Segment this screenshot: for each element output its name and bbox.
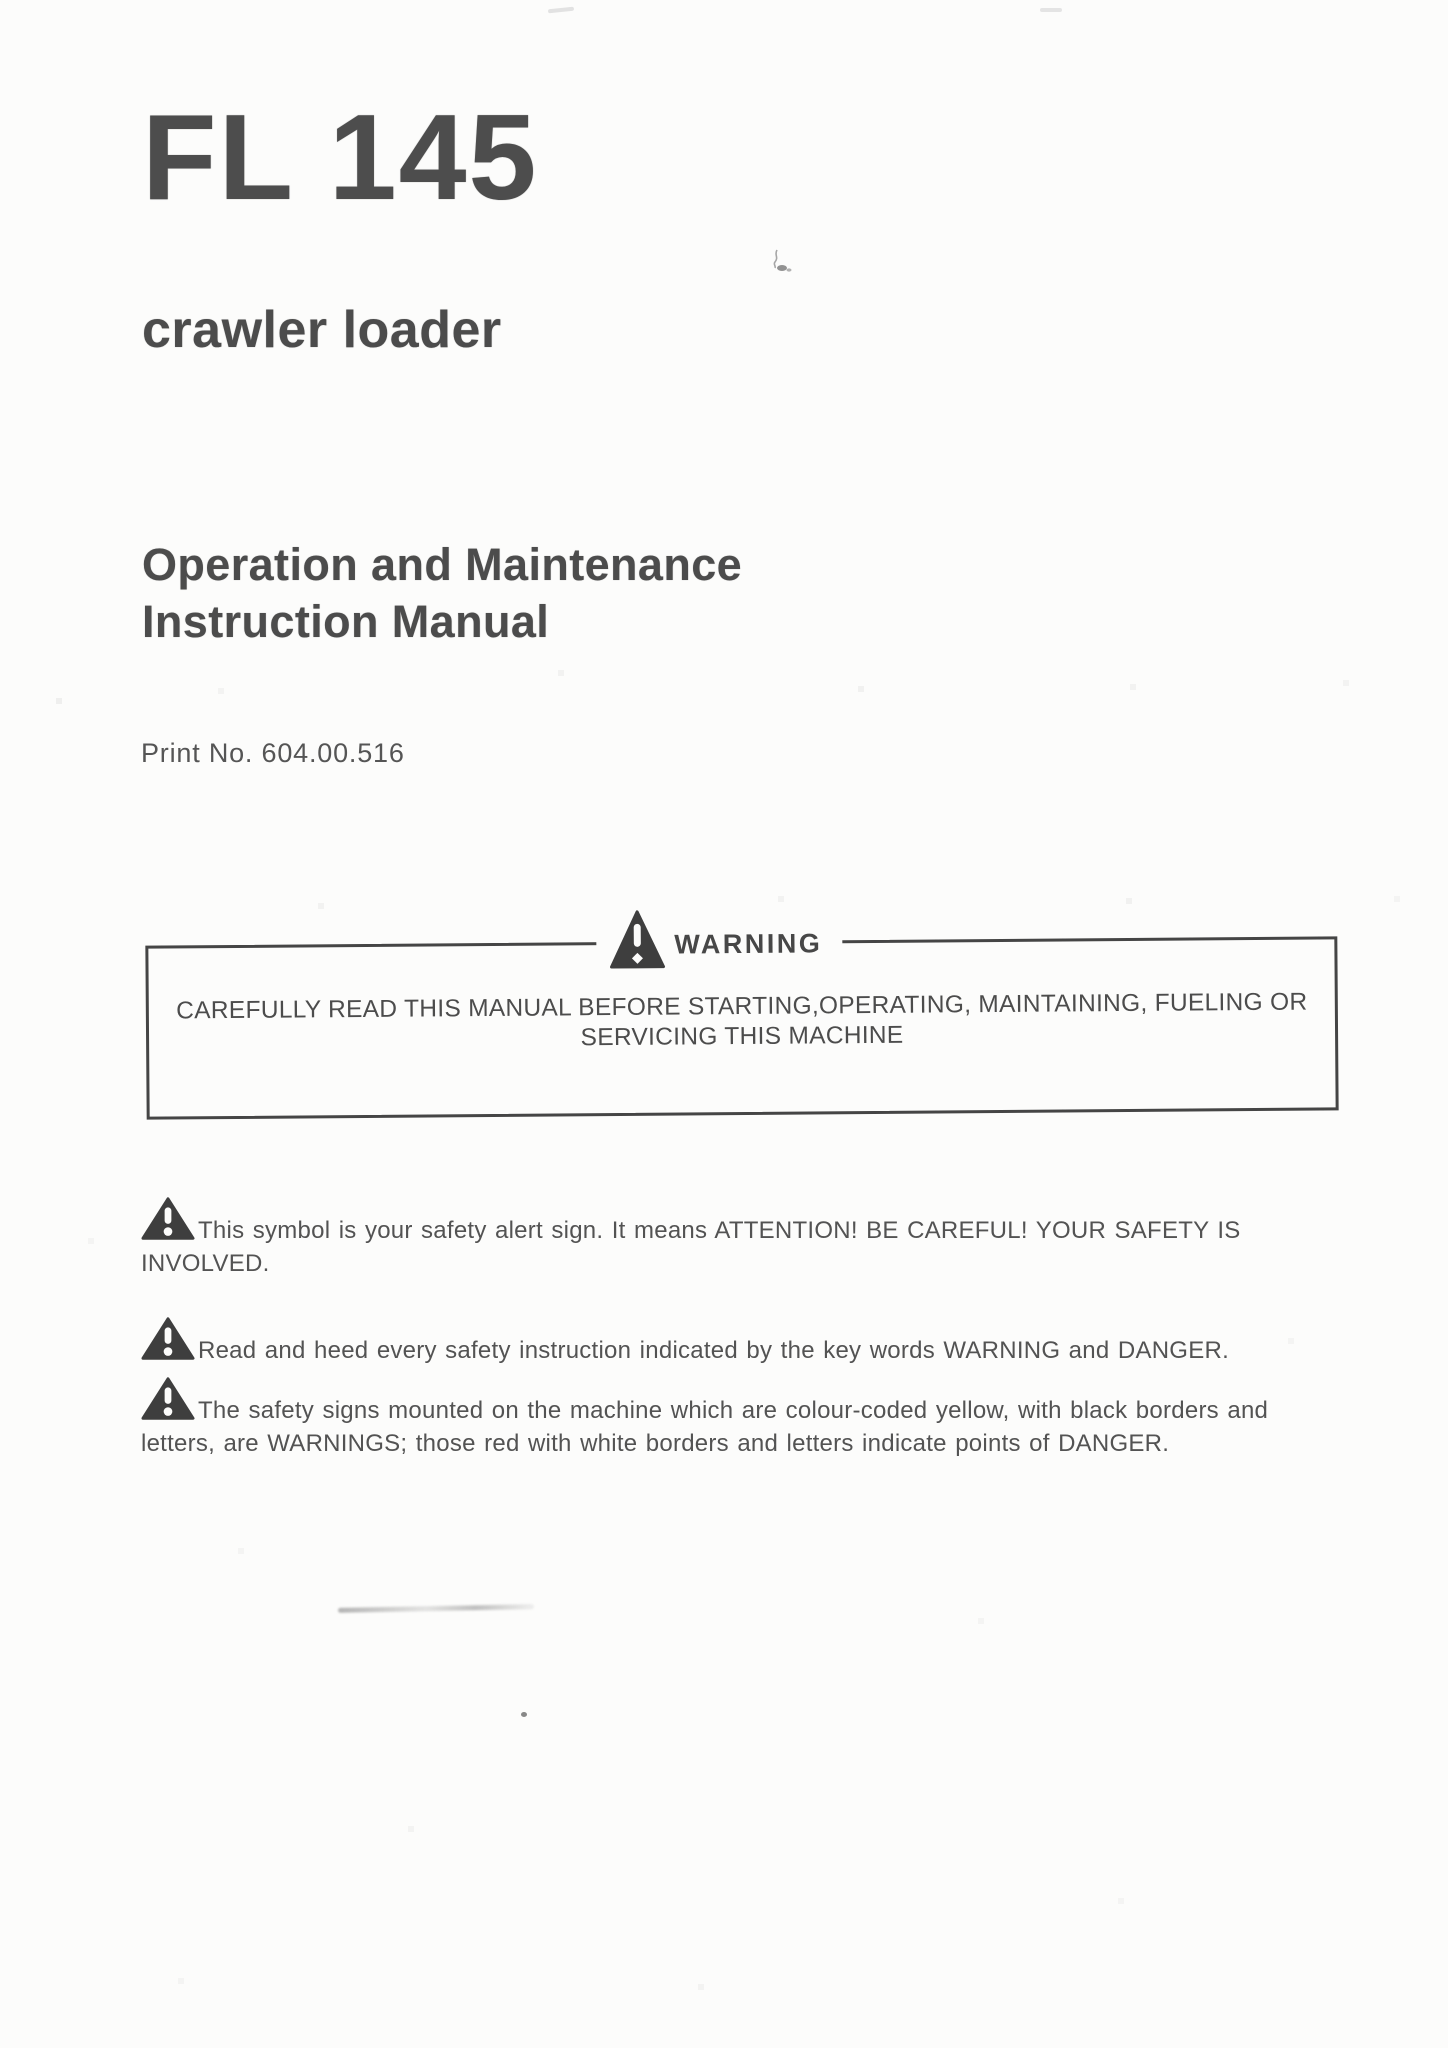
warning-label: WARNING xyxy=(674,927,823,960)
scan-smudge-artifact xyxy=(1040,8,1062,12)
scan-dot-artifact xyxy=(521,1712,527,1717)
safety-note xyxy=(141,1376,1345,1460)
safety-note-text: Read and heed every safety instruction indicated by the key words WARNING and DANGER. xyxy=(198,1337,1229,1364)
safety-note xyxy=(141,1316,1345,1367)
warning-triangle-icon xyxy=(141,1376,195,1422)
warning-triangle-icon xyxy=(608,909,666,971)
print-number: Print No. 604.00.516 xyxy=(141,738,405,768)
warning-message xyxy=(149,987,1335,1056)
warning-message-line-1: CAREFULLY READ THIS MANUAL BEFORE STARTING,OPERATING, MAINTAINING, FUELING OR xyxy=(176,988,1308,1025)
warning-legend xyxy=(596,906,843,982)
ink-smudge-artifact xyxy=(766,248,796,280)
safety-note xyxy=(141,1196,1345,1280)
warning-triangle-icon xyxy=(141,1196,195,1242)
scan-smudge-artifact xyxy=(548,7,574,14)
scan-noise-speckles xyxy=(0,0,2,2)
manual-title-line-1: Operation and Maintenance xyxy=(142,539,743,590)
scan-smudge-line-artifact xyxy=(338,1604,534,1613)
manual-title-line-2: Instruction Manual xyxy=(142,596,550,647)
product-subtitle: crawler loader xyxy=(142,301,502,359)
page-title: FL 145 xyxy=(142,89,539,225)
manual-title xyxy=(142,536,742,650)
warning-message-line-2: SERVICING THIS MACHINE xyxy=(580,1021,904,1052)
warning-triangle-icon xyxy=(141,1316,195,1362)
warning-box xyxy=(145,927,1338,1119)
safety-note-text: The safety signs mounted on the machine which are colour-coded yellow, with black borders and letters, are WARNINGS; those red with white borders and letters indicate points of DANGER. xyxy=(141,1397,1269,1457)
safety-note-text: This symbol is your safety alert sign. It means ATTENTION! BE CAREFUL! YOUR SAFETY IS INVOLVED. xyxy=(141,1217,1241,1277)
